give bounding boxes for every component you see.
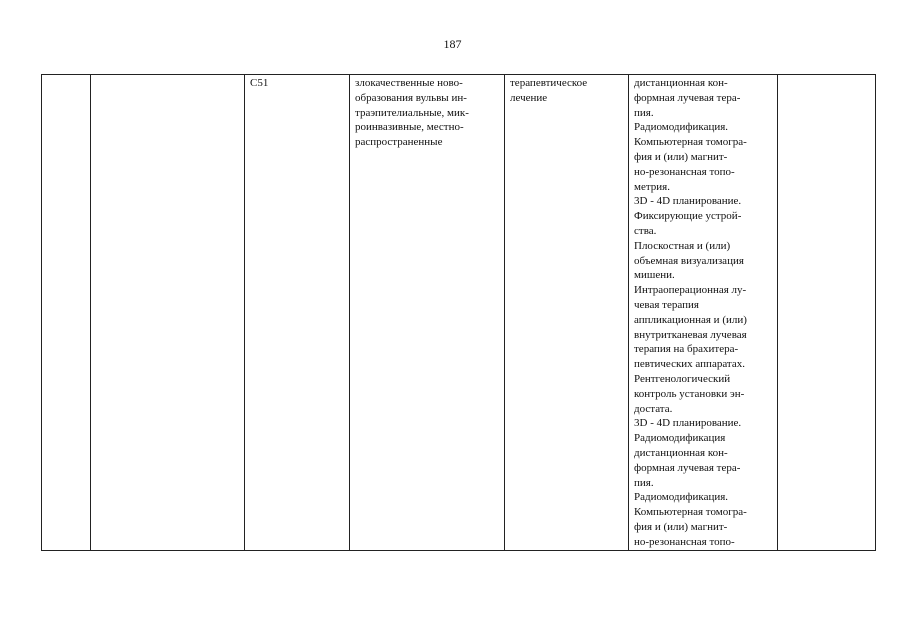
diagnosis-line: роинвазивные, местно- [355, 121, 464, 134]
method-line: метрия. [634, 180, 670, 193]
method-line: фия и (или) магнит- [634, 150, 728, 163]
method-line: Компьютерная томогра- [634, 506, 747, 519]
method-line: но-резонансная топо- [634, 165, 735, 178]
method-line: дистанционная кон- [634, 77, 728, 89]
method-line: Радиомодификация. [634, 121, 729, 134]
method-line: 3D - 4D планирование. [634, 417, 742, 430]
treatment-method-cell [629, 75, 778, 551]
profile-cell [91, 75, 245, 551]
treatment-line: лечение [510, 91, 548, 104]
method-line: терапия на брахитера- [634, 343, 739, 356]
method-line: аппликационная и (или) [634, 313, 747, 326]
method-line: ства. [634, 224, 657, 237]
diagnosis-line: образования вульвы ин- [355, 91, 467, 104]
method-line: 3D - 4D планирование. [634, 195, 742, 208]
method-line: Интраоперационная лу- [634, 284, 747, 297]
method-line: формная лучевая тера- [634, 461, 741, 474]
method-line: объемная визуализация [634, 254, 744, 267]
treatment-type-cell [505, 75, 629, 551]
method-line: но-резонансная топо- [634, 535, 735, 548]
method-line: Фиксирующие устрой- [634, 210, 742, 223]
page-number: 187 [443, 37, 462, 51]
method-line: пия. [634, 106, 654, 119]
diagnosis-line: распространенные [355, 136, 443, 149]
method-line: внутритканевая лучевая [634, 328, 747, 341]
method-line: Радиомодификация [634, 432, 726, 445]
method-line: формная лучевая тера- [634, 91, 741, 104]
method-line: дистанционная кон- [634, 446, 728, 459]
method-line: Радиомодификация. [634, 491, 729, 504]
method-line: певтических аппаратах. [634, 358, 745, 371]
method-line: Плоскостная и (или) [634, 239, 731, 252]
table-row [42, 75, 876, 551]
method-line: достата. [634, 402, 673, 415]
document-table [41, 74, 876, 551]
icd-code: C51 [250, 77, 269, 89]
method-line: фия и (или) магнит- [634, 520, 728, 533]
last-column-cell [778, 75, 876, 551]
method-line: контроль установки эн- [634, 387, 745, 400]
diagnosis-cell [350, 75, 505, 551]
method-line: мишени. [634, 269, 675, 282]
diagnosis-line: злокачественные ново- [355, 77, 463, 89]
method-line: Компьютерная томогра- [634, 136, 747, 149]
method-line: пия. [634, 476, 654, 489]
method-line: Рентгенологический [634, 372, 731, 385]
diagnosis-line: траэпителиальные, мик- [355, 106, 469, 119]
method-line: чевая терапия [634, 298, 699, 311]
icd-code-cell [245, 75, 350, 551]
treatment-line: терапевтическое [510, 77, 588, 89]
row-number-cell [42, 75, 91, 551]
